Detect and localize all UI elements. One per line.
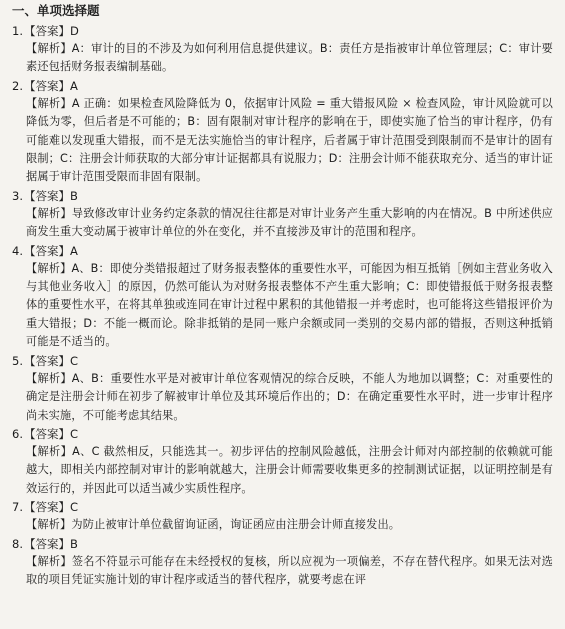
- answer-text: 【答案】D: [24, 24, 79, 38]
- item-number: 3.: [12, 188, 23, 203]
- answer-line: [12, 352, 553, 370]
- explanation-text: 【解析】签名不符显示可能存在未经授权的复核，所以应视为一项偏差，不存在替代程序。如果无法对选取的项目凭证实施计划的审计程序或适当的替代程序，就要考虑在评: [26, 554, 553, 586]
- explanation-text: 【解析】导致修改审计业务约定条款的情况往往都是对审计业务产生重大影响的内在情况。B 中所述供应商发生重大变动属于被审计单位的外在变化，并不直接涉及审计的范围和程序。: [26, 206, 553, 239]
- item-number: 2.: [12, 78, 23, 93]
- answer-line: [12, 498, 553, 516]
- item-number: 1.: [12, 24, 23, 38]
- list-item-3: [12, 187, 553, 242]
- explanation-text: 【解析】A、B：重要性水平是对被审计单位客观情况的综合反映，不能人为地加以调整；C：对重要性的确定是注册会计师在初步了解被审计单位及其环境后作出的；D：在确定重要性水平时，进一步审计程序尚未实施，不可能考虑其结果。: [26, 371, 553, 422]
- item-number: 4.: [12, 243, 23, 258]
- section-title: 一、单项选择题: [12, 3, 100, 18]
- answer-text: 【答案】C: [24, 500, 79, 515]
- list-item-4: [12, 242, 553, 352]
- answer-line: [12, 22, 553, 40]
- answer-line: [12, 425, 553, 443]
- explanation-text: 【解析】A：审计的目的不涉及为如何利用信息提供建议。B：责任方是指被审计单位管理层；C：审计要素还包括财务报表编制基础。: [26, 42, 553, 74]
- explanation-text: 【解析】A、B：即使分类错报超过了财务报表整体的重要性水平，可能因为相互抵销［例如主营业务收入与其他业务收入］的原因，仍然可能认为对财务报表整体不产生重大影响；C：即使错报低于财务报表整体的重要性水平，在将其单独或连同在审计过程中累积的其他错报一并考虑时，也可能将这些错报评价为重大错报；D：不能一概而论。除非抵销的是同一账户余额或同一类别的交易内部的错报，否则这种抵销可能是不适当的。: [26, 261, 553, 349]
- answer-text: 【答案】A: [24, 78, 78, 93]
- explanation-text: 【解析】A 正确：如果检查风险降低为 0，依据审计风险 = 重大错报风险 × 检查风险，审计风险就可以降低为零，但后者是不可能的；B：固有限制对审计程序的影响在于，即使实施了恰当的审计程序，仍有可能难以发现重大错报，而不是无法实施恰当的审计程序，后者属于审计范围受到限制而不是审计的固有限制；C：注册会计师获取的大部分审计证据都具有说服力；D：注册会计师不能获取充分、适当的审计证据属于审计范围受限而非固有限制。: [26, 96, 553, 184]
- list-item-8: [12, 535, 553, 590]
- answer-text: 【答案】B: [24, 536, 78, 551]
- answer-line: [12, 187, 553, 205]
- item-number: 5.: [12, 353, 23, 368]
- explanation-text: 【解析】A、C 截然相反，只能选其一。初步评估的控制风险越低，注册会计师对内部控制的依赖就可能越大，即相关内部控制对审计的影响就越大，注册会计师需要收集更多的控制测试证据，以证明控制是有效运行的，并因此可以适当减少实质性程序。: [26, 444, 553, 495]
- answer-text: 【答案】A: [24, 243, 78, 258]
- answer-text: 【答案】C: [24, 426, 79, 441]
- item-number: 6.: [12, 426, 23, 441]
- list-item-7: [12, 498, 553, 534]
- answer-line: [12, 77, 553, 95]
- answer-text: 【答案】C: [24, 353, 79, 368]
- answer-line: [12, 535, 553, 553]
- answer-line: [12, 242, 553, 260]
- list-item-1: [12, 22, 553, 77]
- list-item-6: [12, 425, 553, 498]
- explanation-text: 【解析】为防止被审计单位截留询证函，询证函应由注册会计师直接发出。: [26, 518, 401, 532]
- list-item-5: [12, 352, 553, 425]
- item-number: 7.: [12, 500, 23, 515]
- item-number: 8.: [12, 536, 23, 551]
- answer-text: 【答案】B: [24, 188, 78, 203]
- list-item-2: [12, 77, 553, 187]
